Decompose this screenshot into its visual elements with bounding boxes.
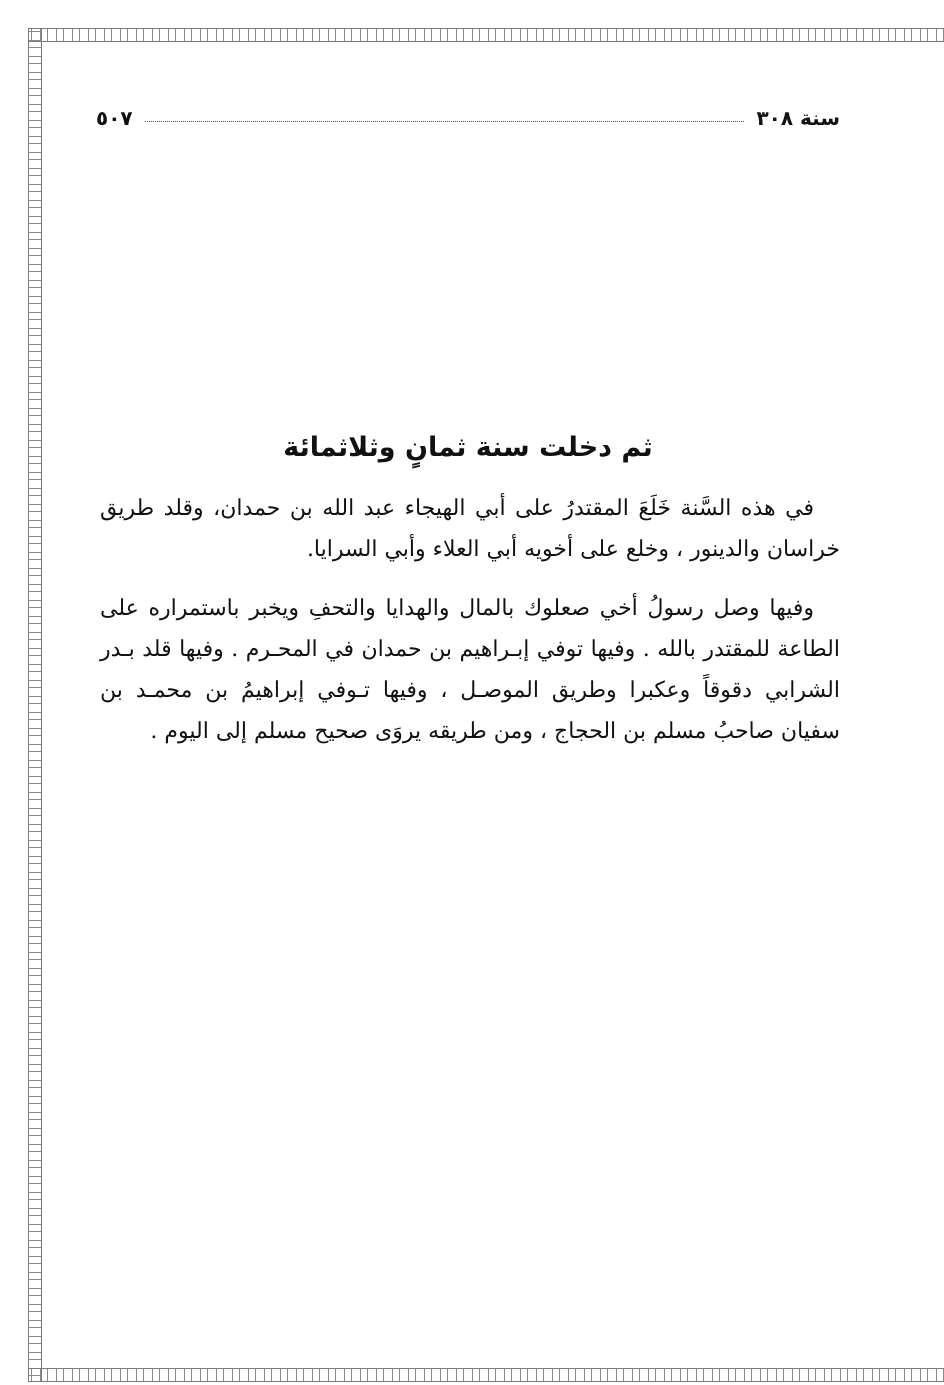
decorative-border-left bbox=[28, 28, 42, 1382]
paragraph-2: وفيها وصل رسولُ أخي صعلوك بالمال والهدايا والتحفِ ويخبر باستمراره على الطاعة للمقتدر بالله . وفيها توفي إبـراهيم بن حمدان في المحـرم . وفيها قلد بـدر الشرابي دقوقاً وعكبرا وطريق الموصـل ، وفيها تـوفي إبراهيمُ بن محمـد بن سفيان صاحبُ مسلم بن الحجاج ، ومن طريقه يروَى صحيح مسلم إلى اليوم . bbox=[100, 596, 840, 744]
decorative-border-top bbox=[28, 28, 944, 42]
dotted-leader bbox=[145, 121, 745, 122]
section-heading: ثم دخلت سنة ثمانٍ وثلاثمائة bbox=[283, 432, 653, 463]
body-text bbox=[100, 488, 840, 770]
running-head: سنة ٣٠٨ bbox=[756, 106, 840, 130]
page-header bbox=[96, 96, 840, 130]
page-number: ٥٠٧ bbox=[96, 106, 133, 130]
paragraph-1: في هذه السَّنة خَلَعَ المقتدرُ على أبي الهيجاء عبد الله بن حمدان، وقلد طريق خراسان والدينور ، وخلع على أخويه أبي العلاء وأبي السرايا. bbox=[100, 496, 840, 562]
decorative-border-bottom bbox=[28, 1368, 944, 1382]
